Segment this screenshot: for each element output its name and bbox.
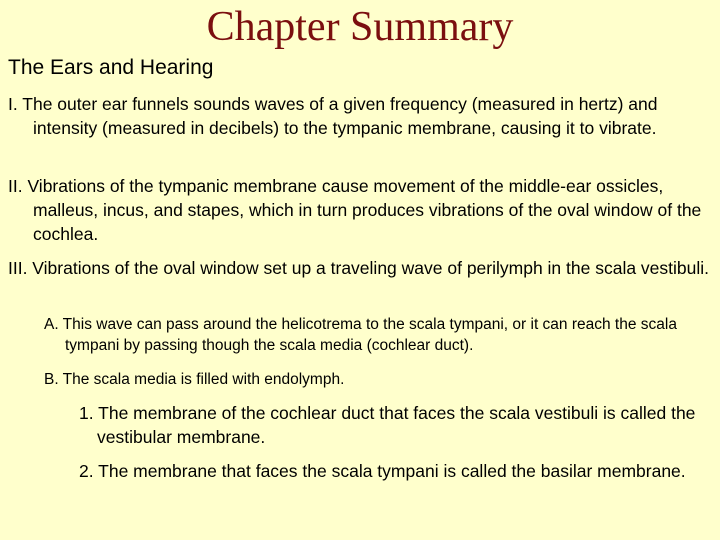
subsubpoint-2: 2. The membrane that faces the scala tympani is called the basilar membrane.	[79, 461, 686, 481]
subsubpoint-1: 1. The membrane of the cochlear duct that faces the scala vestibuli is called the vestibular membrane.	[79, 403, 696, 447]
point-3: III. Vibrations of the oval window set up a traveling wave of perilymph in the scala vestibuli.	[8, 258, 710, 278]
slide-subtitle: The Ears and Hearing	[8, 56, 214, 79]
subpoint-a: A. This wave can pass around the helicotrema to the scala tympani, or it can reach the scala tympani by passing though the scala media (cochlear duct).	[44, 316, 677, 354]
point-1: I. The outer ear funnels sounds waves of a given frequency (measured in hertz) and intensity (measured in decibels) to the tympanic membrane, causing it to vibrate.	[8, 94, 658, 138]
point-2: II. Vibrations of the tympanic membrane cause movement of the middle-ear ossicles, malleus, incus, and stapes, which in turn produces vibrations of the oval window of the cochlea.	[8, 176, 702, 244]
subpoint-b: B. The scala media is filled with endolymph.	[44, 371, 345, 388]
slide-title: Chapter Summary	[206, 4, 514, 50]
